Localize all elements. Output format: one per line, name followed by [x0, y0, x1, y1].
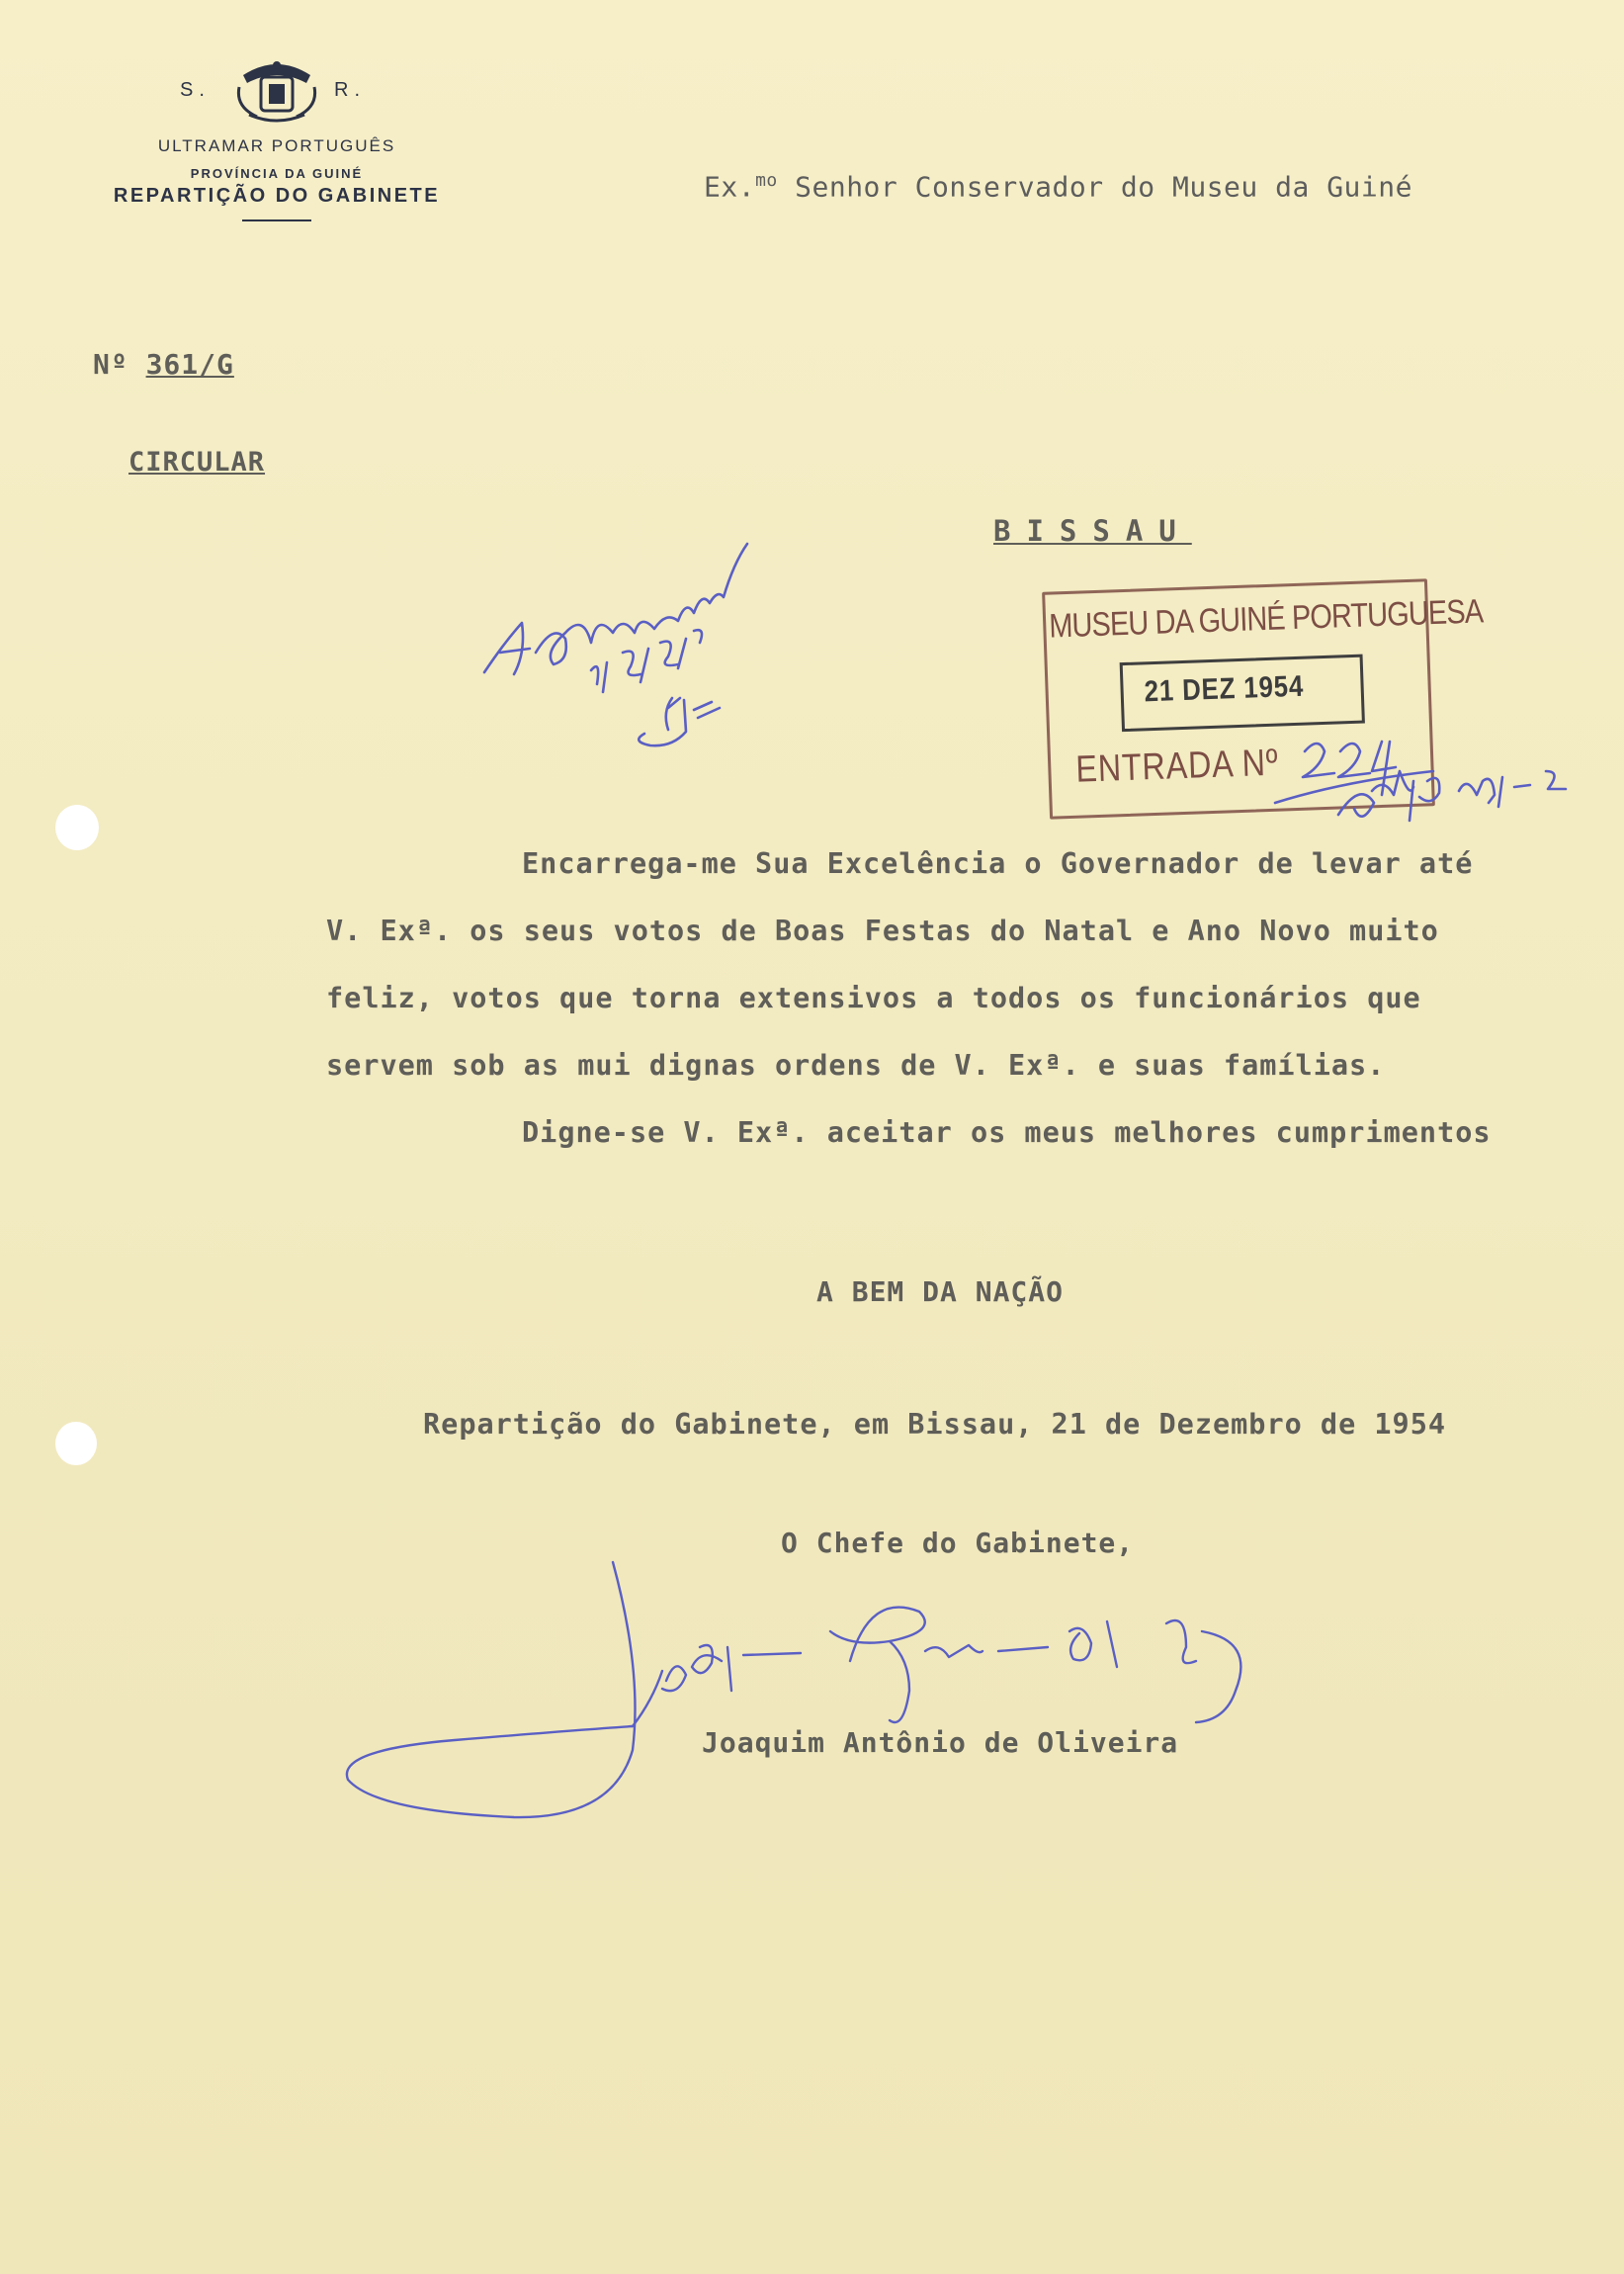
- letterhead-line-2: PROVÍNCIA DA GUINÉ: [190, 166, 364, 181]
- letterhead-line-1: ULTRAMAR PORTUGUÊS: [157, 136, 396, 155]
- stamp-date: 21 DEZ 1954: [1144, 669, 1305, 709]
- reference-value: 361/G: [145, 348, 234, 381]
- letterhead-initial-r: R.: [334, 79, 366, 101]
- letterhead-line-3: REPARTIÇÃO DO GABINETE: [113, 185, 441, 207]
- addressee-text: Senhor Conservador do Museu da Guiné: [777, 170, 1412, 204]
- body-line-3: feliz, votos que torna extensivos a todos os funcionários que: [326, 982, 1421, 1014]
- body-line-1: Encarrega-me Sua Excelência o Governador de levar até: [522, 847, 1474, 880]
- signatory-name: Joaquim Antônio de Oliveira: [702, 1726, 1179, 1759]
- handwritten-entry-number: [1265, 712, 1591, 850]
- reference-label: Nº: [93, 348, 146, 381]
- stamp-entry: [1075, 743, 1280, 792]
- handwritten-signature: [336, 1552, 1325, 1849]
- circular-label: CIRCULAR: [128, 447, 266, 478]
- coat-of-arms-icon: [233, 57, 320, 123]
- place-heading: BISSAU: [993, 514, 1192, 548]
- addressee-prefix: Ex.: [704, 170, 756, 204]
- addressee-superscript: mo: [755, 170, 778, 191]
- stamp-title: MUSEU DA GUINÉ PORTUGUESA: [1048, 592, 1484, 646]
- annotation-stroke-a: [484, 623, 530, 674]
- date-line: Repartição do Gabinete, em Bissau, 21 de Dezembro de 1954: [423, 1408, 1447, 1441]
- body-line-5: Digne-se V. Exª. aceitar os meus melhores cumprimentos: [522, 1116, 1492, 1149]
- body-line-4: servem sob as mui dignas ordens de V. Exª. e suas famílias.: [326, 1049, 1386, 1082]
- stamp-entry-label: ENTRADA Nº: [1074, 742, 1280, 791]
- punch-hole-top: [55, 805, 99, 850]
- punch-hole-bottom: [55, 1422, 97, 1465]
- reference-number: [93, 348, 234, 381]
- letterhead-rule: [242, 219, 311, 221]
- body-line-2: V. Exª. os seus votos de Boas Festas do Natal e Ano Novo muito: [326, 915, 1439, 947]
- addressee: [704, 170, 1412, 203]
- handwritten-annotation: [474, 504, 781, 761]
- closing-title: O Chefe do Gabinete,: [781, 1527, 1135, 1559]
- letterhead-initial-s: S.: [180, 79, 211, 101]
- motto: A BEM DA NAÇÃO: [816, 1275, 1065, 1308]
- letterhead: [59, 57, 494, 221]
